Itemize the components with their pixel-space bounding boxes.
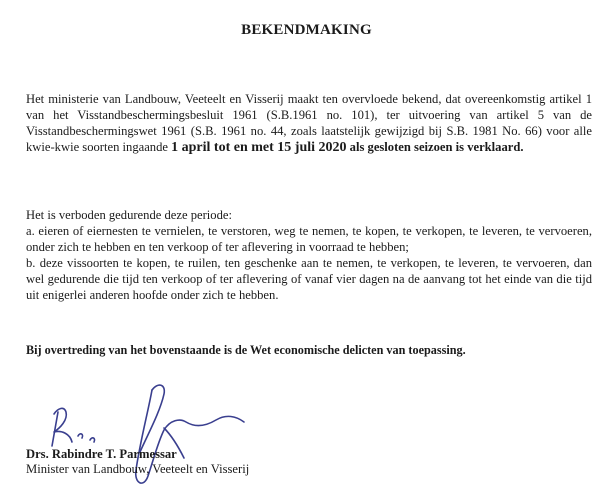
- prohibitions-intro: Het is verboden gedurende deze periode:: [26, 208, 232, 222]
- signer-name: Drs. Rabindre T. Parmessar: [26, 447, 177, 461]
- signer-title: Minister van Landbouw, Veeteelt en Visserij: [26, 462, 250, 476]
- document-title: BEKENDMAKING: [241, 22, 372, 38]
- prohibition-item-a: a. eieren of eiernesten te vernielen, te verstoren, weg te nemen, te kopen, te verkopen, te leveren, te vervoeren, onder zich te hebben en ten verkoop of ter aflevering in voorraad te hebben;: [26, 224, 592, 254]
- penalty-notice: Bij overtreding van het bovenstaande is de Wet economische delicten van toepassing.: [26, 343, 466, 357]
- closed-season-statement: als gesloten seizoen is verklaard.: [349, 140, 524, 154]
- closed-season-dates: 1 april tot en met 15 juli 2020: [171, 140, 347, 155]
- announcement-paragraph: [26, 91, 592, 156]
- prohibition-item-b: b. deze vissoorten te kopen, te ruilen, ten geschenke aan te nemen, te verkopen, te leveren, te vervoeren, dan wel gedurende die tijd ten verkoop of ter aflevering of vanaf vier dagen na de aanvang tot het einde van die tijd uit enigerlei anderen hoofde onder zich te hebben.: [26, 256, 592, 302]
- announcement-text: Het ministerie van Landbouw, Veeteelt en Visserij maakt ten overvloede bekend, dat overeenkomstig artikel 1 van het Visstandbeschermingsbesluit 1961 (S.B.1961 no. 101), ter uitvoering van artikel 5 van de Visstandbeschermingswet 1961 (S.B. 1961 no. 44, zoals laatstelijk gewijzigd bij S.B. 1981 No. 66) voor alle kwie-kwie soorten ingaande: [26, 92, 592, 154]
- prohibitions-paragraph: [26, 207, 592, 303]
